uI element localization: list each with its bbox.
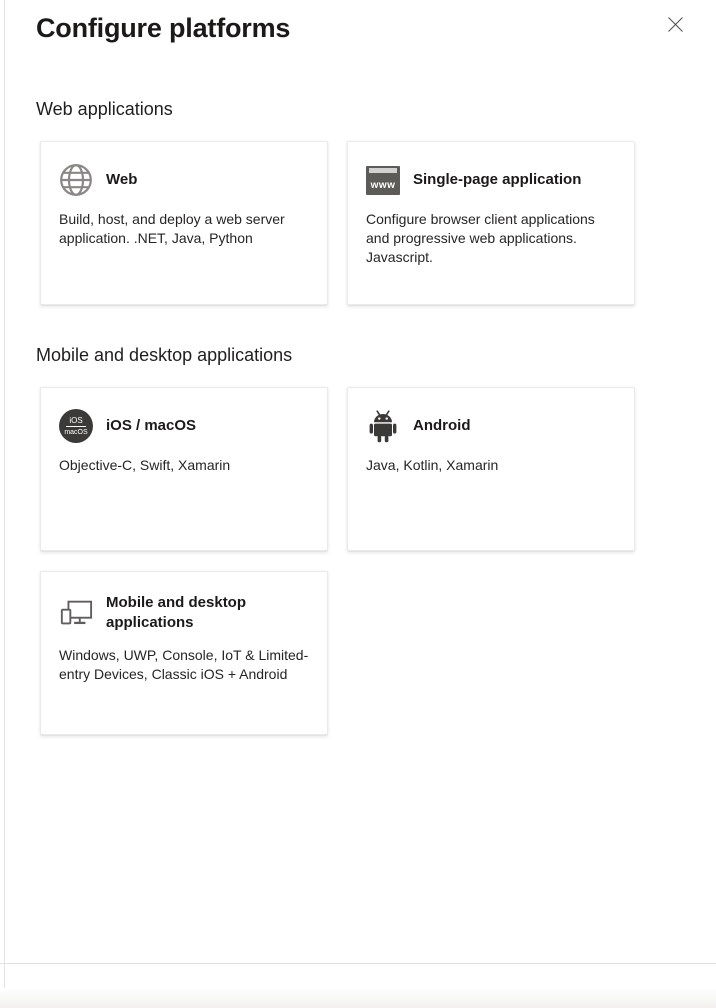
footer-divider bbox=[0, 963, 716, 964]
card-title: Single-page application bbox=[413, 171, 582, 188]
card-description: Windows, UWP, Console, IoT & Limited-entry Devices, Classic iOS + Android bbox=[59, 647, 309, 682]
card-head bbox=[59, 409, 309, 443]
cards-row bbox=[40, 141, 636, 305]
card-head bbox=[59, 163, 309, 197]
card-mobile-desktop[interactable] bbox=[40, 571, 328, 735]
www-browser-icon: www bbox=[366, 163, 400, 197]
ios-macos-disc-icon: iOS macOS bbox=[59, 409, 93, 443]
card-description: Java, Kotlin, Xamarin bbox=[366, 457, 499, 473]
card-description: Objective-C, Swift, Xamarin bbox=[59, 457, 231, 473]
card-head bbox=[366, 163, 616, 197]
card-web[interactable] bbox=[40, 141, 328, 305]
card-title: Android bbox=[413, 417, 471, 434]
section-title: Mobile and desktop applications bbox=[36, 345, 293, 365]
card-head bbox=[366, 409, 616, 443]
card-ios-macos[interactable] bbox=[40, 387, 328, 551]
page-title: Configure platforms bbox=[36, 13, 291, 43]
cards-grid bbox=[40, 387, 636, 735]
close-icon bbox=[667, 16, 684, 36]
section-web-applications bbox=[36, 97, 716, 305]
panel-left-border bbox=[4, 0, 5, 990]
section-mobile-desktop-applications bbox=[36, 343, 716, 735]
card-title: iOS / macOS bbox=[106, 417, 197, 434]
card-title: Web bbox=[106, 171, 138, 188]
card-single-page-application[interactable] bbox=[347, 141, 635, 305]
footer-fade bbox=[0, 988, 716, 1008]
card-title: Mobile and desktop applications bbox=[106, 594, 247, 631]
desktop-and-phone-icon bbox=[59, 596, 93, 630]
card-description: Configure browser client applications and progressive web applications. Javascript. bbox=[366, 211, 595, 265]
section-title: Web applications bbox=[36, 99, 173, 119]
close-button[interactable] bbox=[664, 15, 686, 37]
android-robot-icon bbox=[366, 409, 400, 443]
globe-icon bbox=[59, 163, 93, 197]
card-android[interactable] bbox=[347, 387, 635, 551]
card-head bbox=[59, 593, 309, 633]
card-description: Build, host, and deploy a web server application. .NET, Java, Python bbox=[59, 211, 285, 246]
